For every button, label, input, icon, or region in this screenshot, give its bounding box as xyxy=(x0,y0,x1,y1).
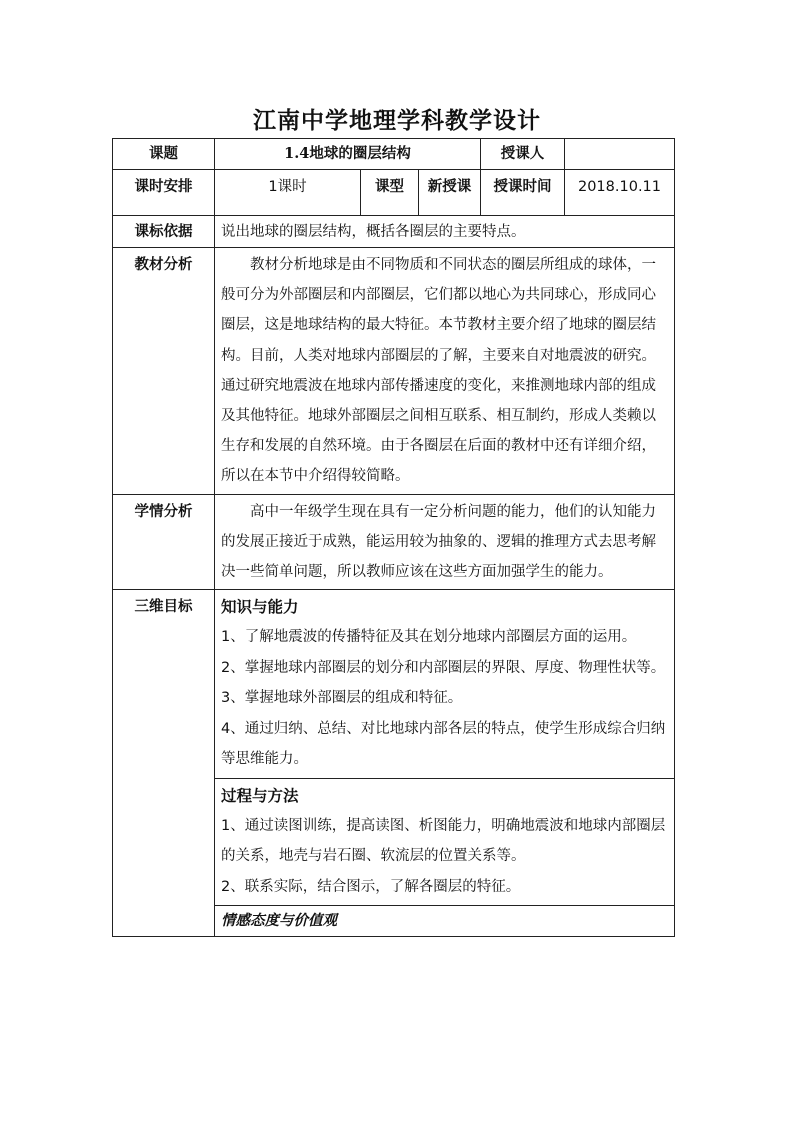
knowledge-item: 3、掌握地球外部圈层的组成和特征。 xyxy=(221,690,463,707)
knowledge-item: 2、掌握地球内部圈层的划分和内部圈层的界限、厚度、物理性状等。 xyxy=(221,659,666,676)
lesson-plan-table xyxy=(112,138,675,937)
process-item: 1、通过读图训练，提高读图、析图能力，明确地震波和地球内部圈层的关系，地壳与岩石圈、软流层的位置关系等。 xyxy=(221,817,666,865)
standard-text: 说出地球的圈层结构，概括各圈层的主要特点。 xyxy=(215,216,675,248)
teacher-value xyxy=(565,139,675,170)
knowledge-item: 1、了解地震波的传播特征及其在划分地球内部圈层方面的运用。 xyxy=(221,629,637,646)
knowledge-title: 知识与能力 xyxy=(221,598,299,617)
teacher-label: 授课人 xyxy=(481,139,565,170)
hours-label: 课时安排 xyxy=(113,170,215,216)
textbook-label: 教材分析 xyxy=(113,248,215,495)
time-label: 授课时间 xyxy=(481,170,565,216)
students-text: 高中一年级学生现在具有一定分析问题的能力，他们的认知能力的发展正接近于成熟，能运用较为抽象的、逻辑的推理方式去思考解决一些简单问题，所以教师应该在这些方面加强学生的能力。 xyxy=(221,503,656,581)
hours-value: 1课时 xyxy=(215,170,361,216)
standard-label: 课标依据 xyxy=(113,216,215,248)
row-standard xyxy=(113,216,675,248)
attitude-title: 情感态度与价值观 xyxy=(215,906,675,937)
row-textbook xyxy=(113,248,675,495)
row-topic xyxy=(113,139,675,170)
type-value: 新授课 xyxy=(419,170,481,216)
row-schedule xyxy=(113,170,675,216)
topic-value: 1.4地球的圈层结构 xyxy=(215,139,481,170)
process-title: 过程与方法 xyxy=(221,786,299,805)
page-title: 江南中学地理学科教学设计 xyxy=(253,107,541,134)
process-item: 2、联系实际，结合图示，了解各圈层的特征。 xyxy=(221,878,521,895)
textbook-text: 教材分析地球是由不同物质和不同状态的圈层所组成的球体，一般可分为外部圈层和内部圈层，它们都以地心为共同球心，形成同心圈层，这是地球结构的最大特征。本节教材主要介绍了地球的圈层结构。目前，人类对地球内部圈层的了解，主要来自对地震波的研究。通过研究地震波在地球内部传播速度的变化，来推测地球内部的组成及其他特征。地球外部圈层之间相互联系、相互制约，形成人类赖以生存和发展的自然环境。由于各圈层在后面的教材中还有详细介绍，所以在本节中介绍得较简略。 xyxy=(221,257,656,485)
type-label: 课型 xyxy=(361,170,419,216)
row-students xyxy=(113,494,675,590)
topic-label: 课题 xyxy=(113,139,215,170)
row-knowledge xyxy=(113,590,675,779)
students-label: 学情分析 xyxy=(113,494,215,590)
goals-label: 三维目标 xyxy=(113,590,215,937)
time-value: 2018.10.11 xyxy=(565,170,675,216)
knowledge-item: 4、通过归纳、总结、对比地球内部各层的特点，使学生形成综合归纳等思维能力。 xyxy=(221,720,666,768)
